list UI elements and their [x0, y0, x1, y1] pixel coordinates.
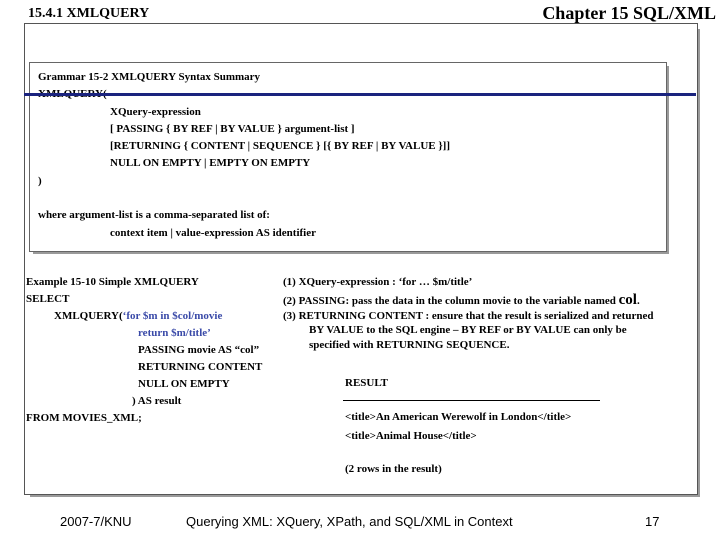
- title-underline-bar: [24, 93, 696, 96]
- grammar-line-2: XQuery-expression: [110, 106, 201, 118]
- note-2-variable: col: [618, 292, 637, 308]
- grammar-title: Grammar 15-2 XMLQUERY Syntax Summary: [38, 71, 261, 83]
- section-title: 15.4.1 XMLQUERY: [28, 6, 150, 21]
- example-line-null: NULL ON EMPTY: [138, 378, 230, 390]
- example-line-passing: PASSING movie AS “col”: [138, 344, 260, 356]
- grammar-line-3: [ PASSING { BY REF | BY VALUE } argument-list ]: [110, 123, 355, 135]
- result-row-1: <title>An American Werewolf in London</title>: [345, 411, 572, 423]
- note-2-period: .: [636, 295, 640, 307]
- grammar-line-4: [RETURNING { CONTENT | SEQUENCE } [{ BY REF | BY VALUE }]]: [110, 140, 451, 152]
- note-1: (1) XQuery-expression : ‘for … $m/title’: [283, 276, 473, 288]
- note-2: [283, 292, 640, 309]
- example-xquery-return: return $m/title’: [138, 327, 211, 339]
- note-3b: BY VALUE to the SQL engine – BY REF or BY VALUE can only be: [309, 324, 627, 336]
- result-count: (2 rows in the result): [345, 463, 442, 475]
- example-title: Example 15-10 Simple XMLQUERY: [26, 276, 199, 288]
- result-heading: RESULT: [345, 377, 389, 389]
- grammar-line-6: ): [38, 175, 42, 187]
- footer-page-number: 17: [645, 514, 660, 529]
- footer-date: 2007-7/KNU: [60, 514, 132, 529]
- example-line-from: FROM MOVIES_XML;: [26, 412, 142, 424]
- example-xquery-for: ‘for $m in $col/movie: [122, 310, 223, 322]
- note-3a: (3) RETURNING CONTENT : ensure that the result is serialized and returned: [283, 310, 654, 322]
- grammar-where: where argument-list is a comma-separated list of:: [38, 209, 270, 221]
- footer-course: Querying XML: XQuery, XPath, and SQL/XML in Context: [186, 514, 513, 529]
- result-row-2: <title>Animal House</title>: [345, 430, 477, 442]
- chapter-title: Chapter 15 SQL/XML: [542, 3, 716, 23]
- example-line-xmlquery: [54, 310, 222, 322]
- example-xmlquery-keyword: XMLQUERY(: [54, 310, 123, 322]
- example-line-returning: RETURNING CONTENT: [138, 361, 263, 373]
- grammar-where-detail: context item | value-expression AS identifier: [110, 227, 316, 239]
- note-3c: specified with RETURNING SEQUENCE.: [309, 339, 510, 351]
- example-line-as-result: ) AS result: [132, 395, 182, 407]
- grammar-line-5: NULL ON EMPTY | EMPTY ON EMPTY: [110, 157, 311, 169]
- example-line-select: SELECT: [26, 293, 70, 305]
- note-2-text: (2) PASSING: pass the data in the column movie to the variable named: [283, 295, 619, 307]
- result-divider: [343, 400, 600, 401]
